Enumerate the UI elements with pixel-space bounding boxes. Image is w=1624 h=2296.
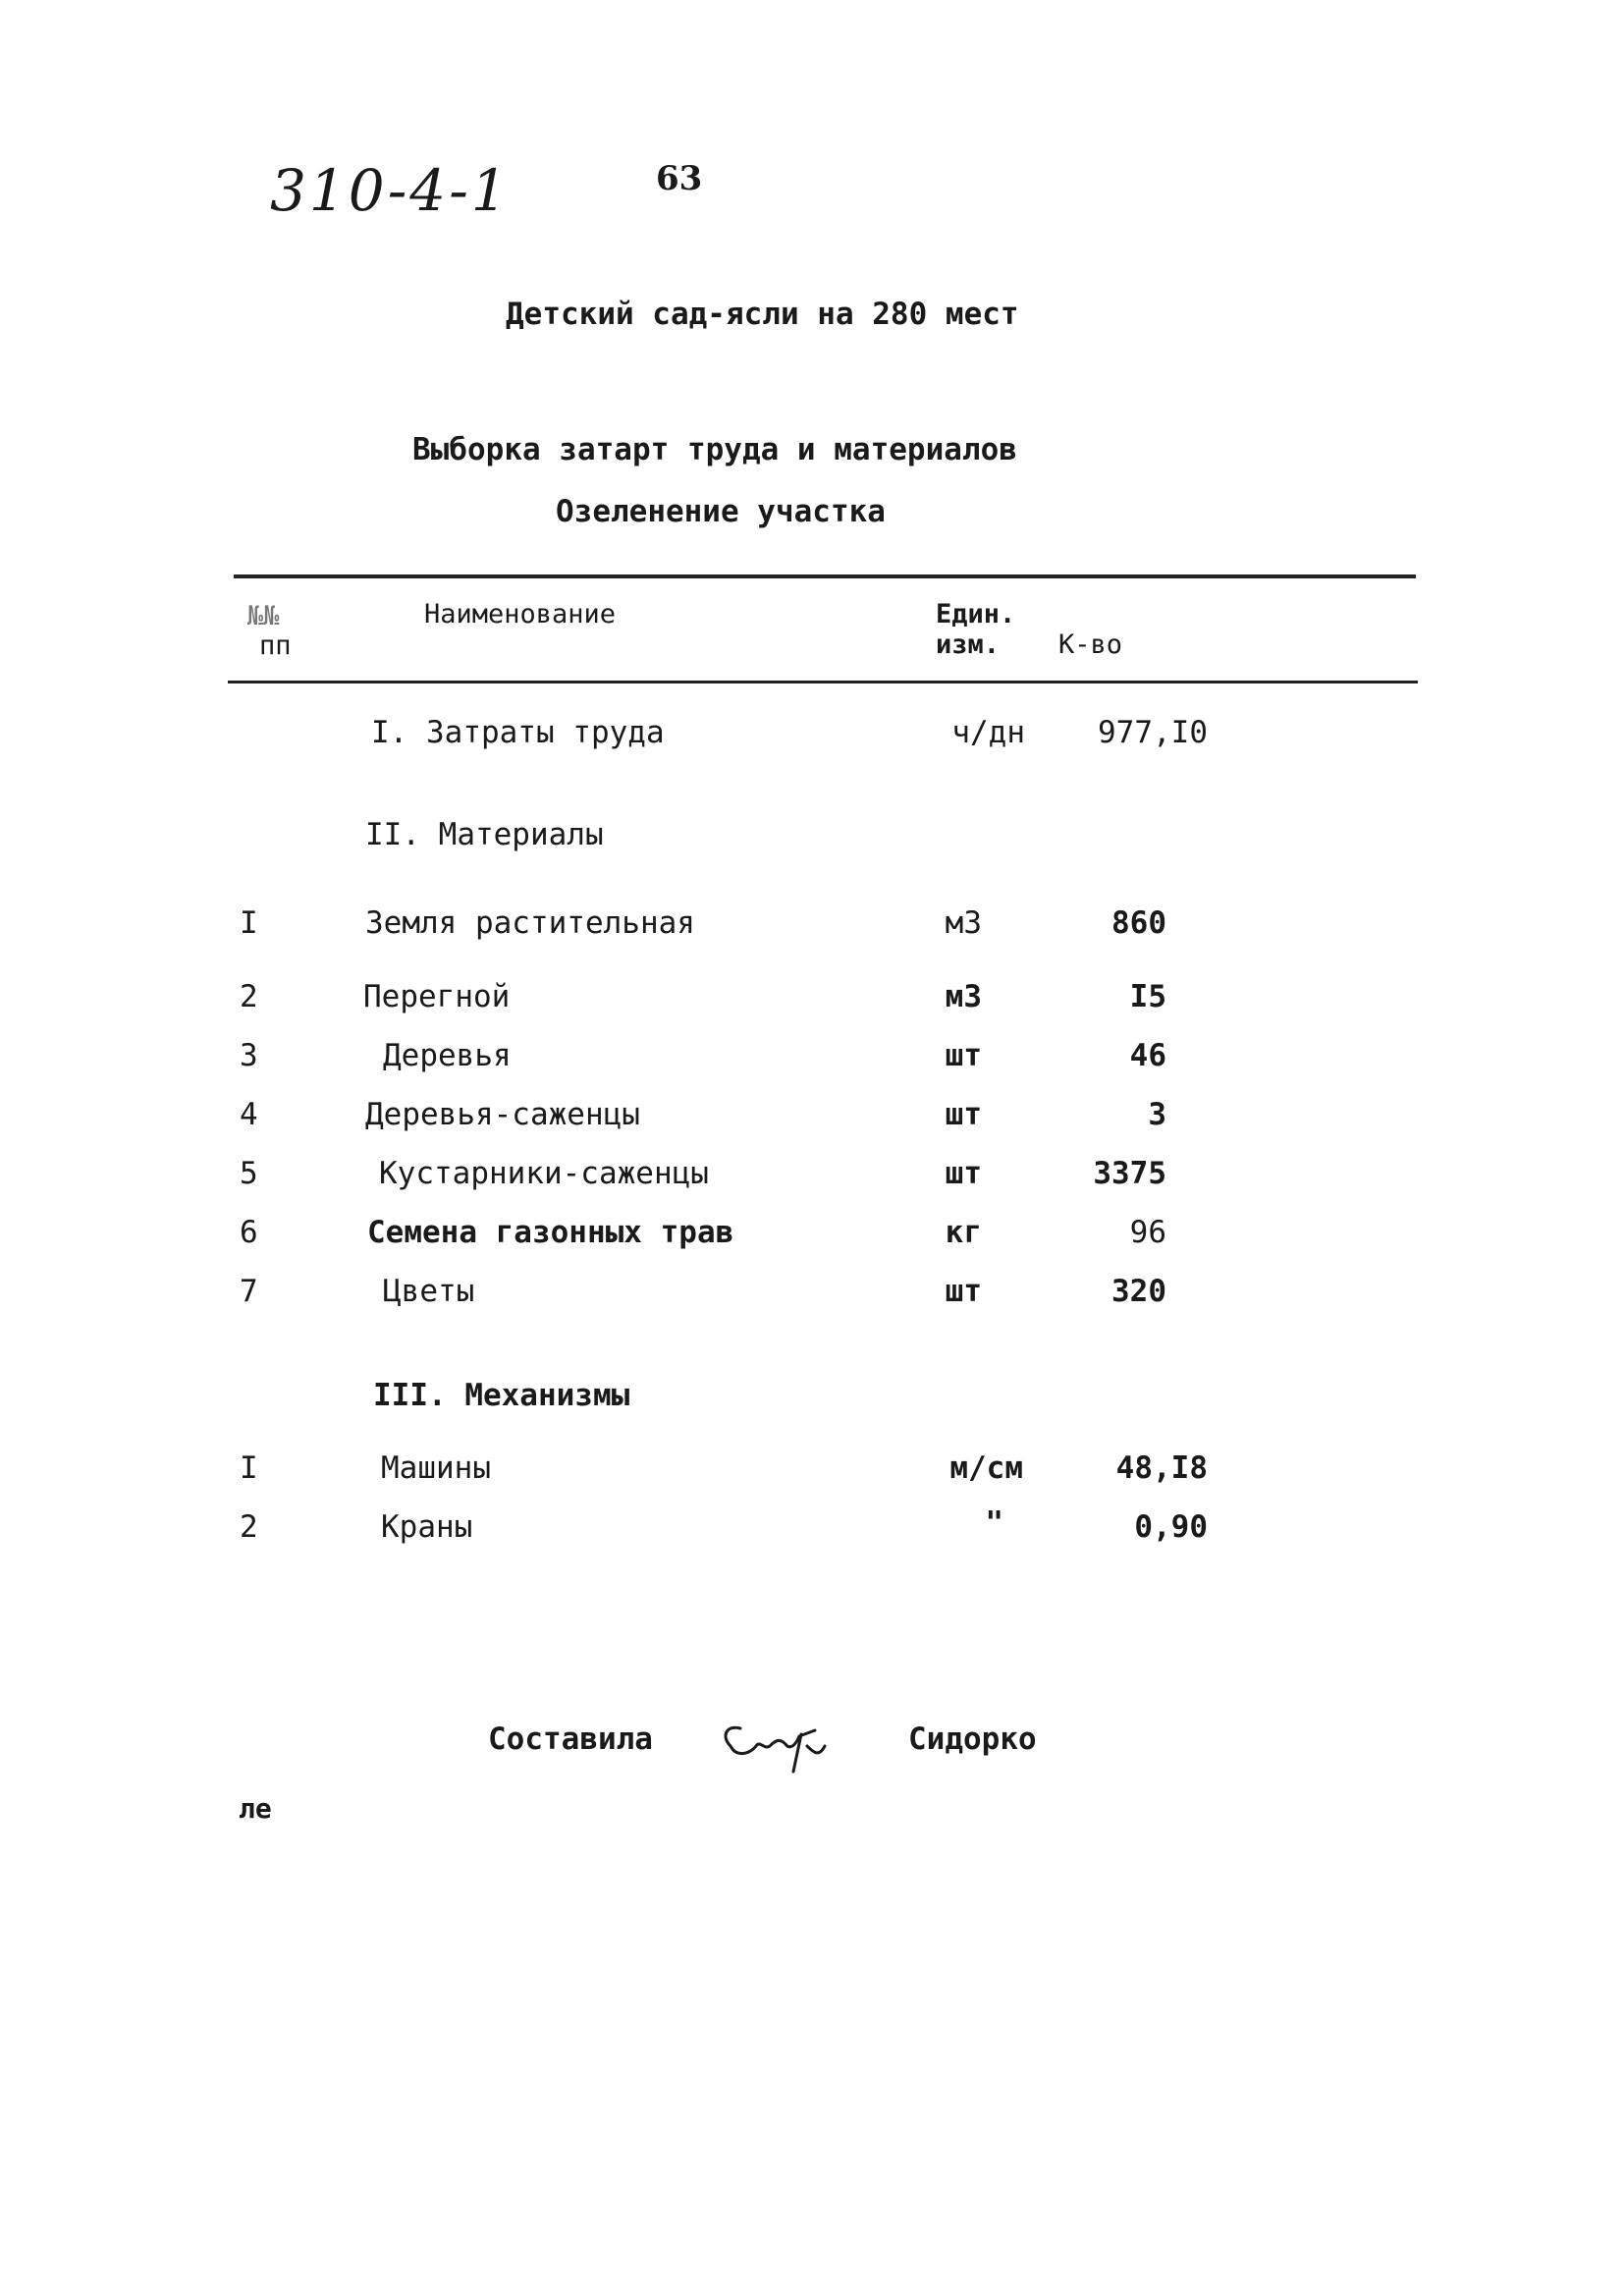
row-num: I <box>240 905 258 941</box>
row-qty: 48,I8 <box>1115 1450 1208 1486</box>
row-unit: шт <box>945 1274 982 1309</box>
row-num: 6 <box>240 1215 258 1250</box>
footer-note: ле <box>239 1792 272 1825</box>
section-labor-unit: ч/дн <box>951 715 1025 750</box>
row-name: Перегной <box>363 979 511 1014</box>
row-unit: м3 <box>945 979 982 1014</box>
row-unit: " <box>985 1505 1003 1541</box>
row-qty: 96 <box>1129 1215 1166 1250</box>
row-num: 5 <box>240 1156 258 1191</box>
section-materials-label: II. Материалы <box>365 817 604 852</box>
row-num: 2 <box>240 1509 258 1545</box>
page-title: Детский сад-ясли на 280 мест <box>506 297 1019 332</box>
subtitle-landscaping: Озеленение участка <box>556 494 886 529</box>
row-qty: 0,90 <box>1134 1509 1208 1545</box>
section-labor-qty: 977,I0 <box>1098 715 1208 750</box>
header-unit-line1: Един. <box>936 599 1016 629</box>
compiled-by-label: Составила <box>488 1722 653 1757</box>
signature <box>717 1707 844 1785</box>
row-name: Машины <box>381 1450 491 1486</box>
row-name: Кустарники-саженцы <box>379 1156 709 1191</box>
row-qty: 3375 <box>1093 1156 1166 1191</box>
row-name: Деревья <box>383 1038 512 1073</box>
row-name: Краны <box>381 1509 473 1545</box>
row-unit: шт <box>945 1097 982 1132</box>
row-unit: м3 <box>945 905 982 941</box>
row-name: Земля растительная <box>365 905 695 941</box>
header-unit-line2: изм. <box>936 629 1001 660</box>
row-num: 2 <box>240 979 258 1014</box>
header-num-line1: №№ <box>247 601 280 631</box>
row-qty: I5 <box>1129 979 1166 1014</box>
row-num: I <box>240 1450 258 1486</box>
page-number: 63 <box>656 159 703 198</box>
row-qty: 320 <box>1111 1274 1166 1309</box>
row-unit: кг <box>945 1215 982 1250</box>
row-num: 4 <box>240 1097 258 1132</box>
header-qty: К-во <box>1058 629 1123 660</box>
row-name: Семена газонных трав <box>367 1215 734 1250</box>
section-mechanisms-label: III. Механизмы <box>373 1378 630 1413</box>
header-num-line2: пп <box>259 630 292 661</box>
header-name: Наименование <box>424 599 617 629</box>
row-qty: 860 <box>1111 905 1166 941</box>
row-num: 7 <box>240 1274 258 1309</box>
row-unit: шт <box>945 1156 982 1191</box>
document-code: 310-4-1 <box>270 157 511 224</box>
table-top-rule <box>234 574 1416 578</box>
row-name: Деревья-саженцы <box>365 1097 640 1132</box>
section-labor-label: I. Затраты труда <box>371 715 665 750</box>
row-unit: шт <box>945 1038 982 1073</box>
row-name: Цветы <box>383 1274 475 1309</box>
subtitle-sample: Выборка затарт труда и материалов <box>412 432 1017 467</box>
compiler-name: Сидорко <box>908 1722 1037 1757</box>
table-header-rule <box>228 681 1418 683</box>
row-qty: 3 <box>1148 1097 1166 1132</box>
row-qty: 46 <box>1129 1038 1166 1073</box>
row-num: 3 <box>240 1038 258 1073</box>
row-unit: м/см <box>949 1450 1023 1486</box>
